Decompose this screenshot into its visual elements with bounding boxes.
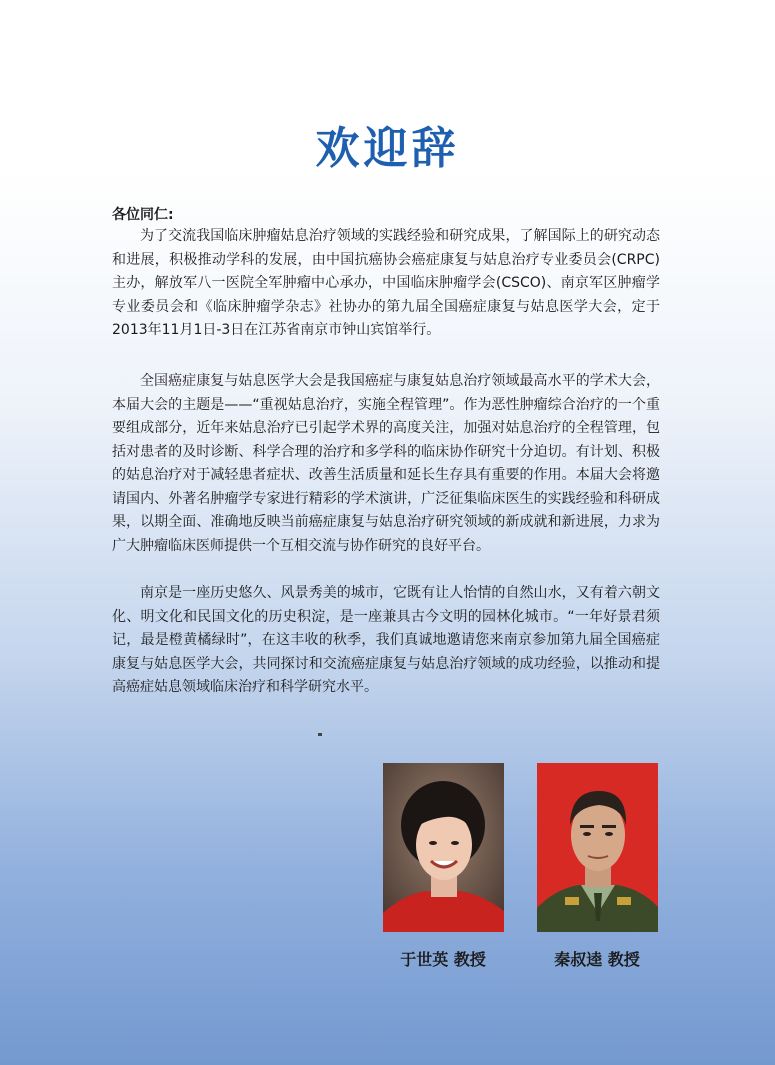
signatory-name-2: 秦叔逵 教授 — [554, 950, 640, 969]
portrait-photo-yu — [383, 763, 504, 932]
paragraph-1: 为了交流我国临床肿瘤姑息治疗领域的实践经验和研究成果，了解国际上的研究动态和进展，积极推动学科的发展，由中国抗癌协会癌症康复与姑息治疗专业委员会(CRPC)主办，解放军八一医院全军肿瘤中心承办，中国临床肿瘤学会(CSCO)、南京军区肿瘤学专业委员会和《临床肿瘤学杂志》社协办的第九届全国癌症康复与姑息医学大会，定于2013年11月1日-3日在江苏省南京市钟山宾馆举行。 — [112, 228, 660, 338]
salutation: 各位同仁: — [112, 207, 174, 223]
paragraph-2: 全国癌症康复与姑息医学大会是我国癌症与康复姑息治疗领域最高水平的学术大会，本届大会的主题是——“重视姑息治疗，实施全程管理”。作为恶性肿瘤综合治疗的一个重要组成部分，近年来姑息治疗已引起学术界的高度关注，加强对姑息治疗的全程管理，包括对患者的及时诊断、科学合理的治疗和多学科的临床协作研究十分迫切。有计划、积极的姑息治疗对于减轻患者症状、改善生活质量和延长生存具有重要的作用。本届大会将邀请国内、外著名肿瘤学专家进行精彩的学术演讲，广泛征集临床医生的实践经验和科研成果，以期全面、准确地反映当前癌症康复与姑息治疗研究领域的新成就和新进展，力求为广大肿瘤临床医师提供一个互相交流与协作研究的良好平台。 — [112, 373, 660, 554]
woman-portrait-icon — [383, 763, 504, 932]
print-speck — [318, 733, 322, 736]
page-title: 欢迎辞 — [315, 123, 460, 174]
man-portrait-icon — [537, 763, 658, 932]
paragraph-3: 南京是一座历史悠久、风景秀美的城市，它既有让人怡情的自然山水，又有着六朝文化、明文化和民国文化的历史积淀，是一座兼具古今文明的园林化城市。“一年好景君须记，最是橙黄橘绿时”，在这丰收的秋季，我们真诚地邀请您来南京参加第九届全国癌症康复与姑息医学大会，共同探讨和交流癌症康复与姑息治疗领域的成功经验，以推动和提高癌症姑息领域临床治疗和科学研究水平。 — [112, 585, 660, 695]
portrait-photo-qin — [537, 763, 658, 932]
signatory-name-1: 于世英 教授 — [400, 950, 486, 969]
